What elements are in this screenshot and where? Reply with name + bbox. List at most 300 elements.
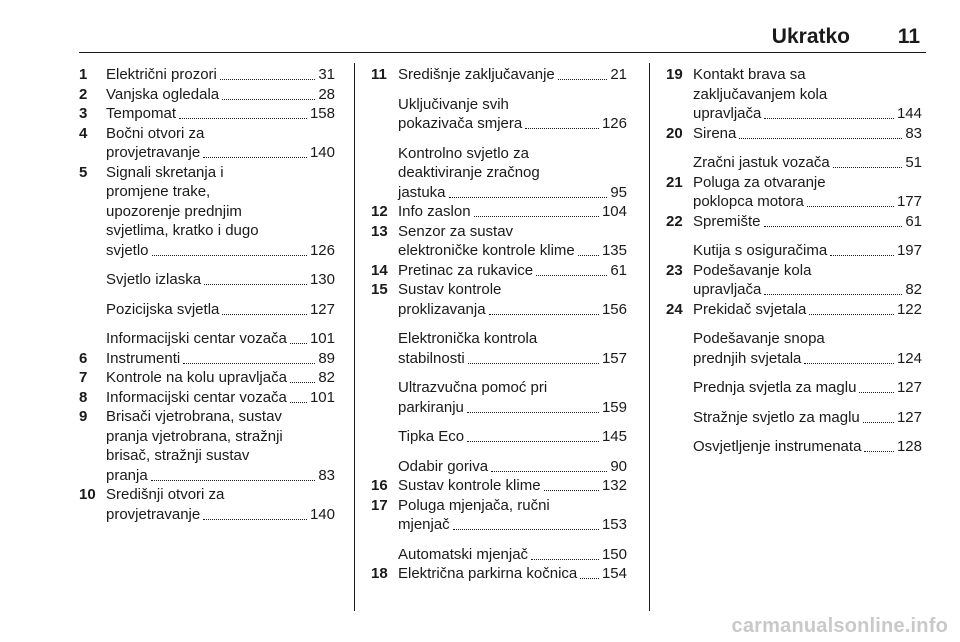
index-entry bbox=[79, 300, 335, 320]
entry-text bbox=[398, 222, 627, 261]
entry-page-number: 61 bbox=[905, 212, 922, 230]
entry-number bbox=[371, 144, 398, 203]
index-entry bbox=[79, 65, 335, 85]
entry-text bbox=[398, 564, 627, 584]
entry-label: pokazivača smjera bbox=[398, 115, 523, 132]
index-entry bbox=[371, 545, 627, 565]
entry-text bbox=[398, 202, 627, 222]
entry-number bbox=[371, 378, 398, 417]
entry-page-number: 127 bbox=[896, 379, 922, 396]
entry-text bbox=[693, 65, 922, 124]
dot-leader bbox=[864, 451, 894, 452]
entry-label: Sustav kontrole klime bbox=[398, 477, 541, 494]
entry-leader-line bbox=[106, 349, 335, 369]
entry-page-number: 127 bbox=[309, 300, 335, 318]
dot-leader bbox=[830, 255, 894, 256]
entry-leader-line bbox=[398, 564, 627, 584]
entry-number: 9 bbox=[79, 408, 88, 425]
entry-number bbox=[666, 241, 693, 261]
entry-text bbox=[693, 261, 922, 300]
entry-label: Pozicijska svjetla bbox=[106, 300, 220, 318]
entry-number: 2 bbox=[79, 85, 88, 103]
entry-page-number: 126 bbox=[601, 115, 627, 132]
entry-leader-line bbox=[398, 457, 627, 477]
entry-text bbox=[693, 241, 922, 261]
entry-label: Stražnje svjetlo za maglu bbox=[693, 408, 860, 426]
entry-page-number: 101 bbox=[309, 388, 335, 406]
entry-leader-line bbox=[398, 515, 627, 535]
entry-line: brisač, stražnji sustav bbox=[106, 447, 250, 464]
index-entry bbox=[371, 564, 627, 584]
entry-page-number: 140 bbox=[309, 144, 335, 161]
entry-line: deaktiviranje zračnog bbox=[398, 164, 540, 181]
index-entry bbox=[79, 329, 335, 349]
entry-number: 24 bbox=[666, 300, 683, 318]
entry-leader-line bbox=[693, 192, 922, 212]
entry-page-number: 122 bbox=[896, 300, 922, 318]
entry-leader-line bbox=[693, 349, 922, 369]
entry-page-number: 126 bbox=[309, 241, 335, 259]
entry-number: 11 bbox=[371, 66, 387, 83]
dot-leader bbox=[863, 422, 894, 423]
entry-text bbox=[106, 329, 335, 349]
entry-text bbox=[398, 261, 627, 281]
entry-page-number: 128 bbox=[896, 438, 922, 455]
entry-number: 19 bbox=[666, 66, 683, 83]
entry-page-number: 51 bbox=[905, 154, 922, 171]
entry-number bbox=[371, 95, 398, 134]
entry-leader-line bbox=[398, 300, 627, 320]
entry-line: svjetlima, kratko i dugo bbox=[106, 222, 259, 239]
entry-leader-line bbox=[106, 65, 335, 85]
entry-leader-line bbox=[693, 153, 922, 173]
entry-text bbox=[106, 388, 335, 408]
entry-text bbox=[398, 427, 627, 447]
entry-number: 23 bbox=[666, 261, 683, 279]
entry-leader-line bbox=[398, 241, 627, 261]
entry-label: Središnje zaključavanje bbox=[398, 66, 555, 83]
entry-text bbox=[398, 280, 627, 319]
index-entry bbox=[371, 222, 627, 261]
entry-page-number: 124 bbox=[896, 349, 922, 367]
entry-number bbox=[371, 545, 398, 565]
entry-label: Info zaslon bbox=[398, 203, 471, 220]
entry-text bbox=[106, 349, 335, 369]
entry-leader-line bbox=[693, 124, 922, 144]
dot-leader bbox=[536, 275, 607, 276]
entry-number bbox=[371, 457, 398, 477]
entry-leader-line bbox=[693, 378, 922, 398]
index-entry bbox=[371, 496, 627, 535]
entry-number: 20 bbox=[666, 124, 683, 142]
entry-label: Svjetlo izlaska bbox=[106, 271, 202, 288]
dot-leader bbox=[453, 529, 599, 530]
entry-page-number: 145 bbox=[601, 428, 627, 445]
entry-page-number: 31 bbox=[318, 66, 335, 83]
entry-label: Tempomat bbox=[106, 105, 177, 122]
page-title: Ukratko bbox=[771, 25, 850, 48]
entry-leader-line bbox=[106, 241, 335, 261]
entry-label: provjetravanje bbox=[106, 505, 201, 523]
dot-leader bbox=[474, 216, 599, 217]
entry-leader-line bbox=[398, 427, 627, 447]
index-entry bbox=[666, 408, 922, 428]
entry-text bbox=[693, 437, 922, 457]
entry-leader-line bbox=[693, 241, 922, 261]
entry-label: Informacijski centar vozača bbox=[106, 330, 287, 347]
entry-line: zaključavanjem kola bbox=[693, 85, 828, 103]
entry-text bbox=[106, 104, 335, 124]
entry-page-number: 132 bbox=[601, 477, 627, 494]
entry-label: jastuka bbox=[398, 183, 446, 201]
entry-page-number: 28 bbox=[318, 85, 335, 103]
dot-leader bbox=[764, 294, 902, 295]
index-entry bbox=[371, 202, 627, 222]
entry-label: Zračni jastuk vozača bbox=[693, 154, 830, 171]
entry-label: Automatski mjenjač bbox=[398, 545, 529, 563]
entry-number: 13 bbox=[371, 222, 388, 240]
entry-label: stabilnosti bbox=[398, 349, 465, 367]
entry-page-number: 90 bbox=[610, 457, 627, 475]
entry-label: Spremište bbox=[693, 212, 761, 230]
entry-label: Kontrole na kolu upravljača bbox=[106, 369, 287, 386]
entry-number bbox=[79, 300, 106, 320]
dot-leader bbox=[807, 206, 894, 207]
entry-number: 17 bbox=[371, 496, 388, 514]
entry-page-number: 157 bbox=[601, 349, 627, 367]
entry-label: Tipka Eco bbox=[398, 428, 465, 445]
entry-number: 1 bbox=[79, 66, 88, 83]
entry-line: pranja vjetrobrana, stražnji bbox=[106, 427, 283, 445]
index-entry bbox=[371, 261, 627, 281]
entry-text bbox=[106, 407, 335, 485]
entry-text bbox=[693, 212, 922, 232]
entry-number bbox=[666, 408, 693, 428]
entry-page-number: 153 bbox=[601, 516, 627, 533]
entry-label: elektroničke kontrole klime bbox=[398, 242, 575, 259]
entry-page-number: 135 bbox=[601, 242, 627, 259]
entry-number bbox=[666, 153, 693, 173]
entry-leader-line bbox=[398, 476, 627, 496]
entry-page-number: 82 bbox=[905, 281, 922, 298]
dot-leader bbox=[203, 157, 307, 158]
entry-line: promjene trake, bbox=[106, 183, 211, 200]
entry-leader-line bbox=[106, 505, 335, 525]
entry-line: Bočni otvori za bbox=[106, 124, 205, 142]
dot-leader bbox=[222, 99, 315, 100]
entry-text bbox=[398, 545, 627, 565]
entry-number: 7 bbox=[79, 369, 88, 386]
index-entry bbox=[666, 378, 922, 398]
entry-text bbox=[106, 124, 335, 163]
dot-leader bbox=[525, 128, 599, 129]
entry-number: 10 bbox=[79, 486, 96, 503]
entry-leader-line bbox=[693, 300, 922, 320]
entry-line: Brisači vjetrobrana, sustav bbox=[106, 408, 282, 425]
entry-text bbox=[693, 408, 922, 428]
header-rule bbox=[79, 52, 926, 53]
entry-page-number: 159 bbox=[601, 398, 627, 416]
entry-text bbox=[693, 329, 922, 368]
index-entry bbox=[79, 388, 335, 408]
dot-leader bbox=[578, 255, 599, 256]
index-column-1 bbox=[79, 65, 335, 524]
entry-label: Pretinac za rukavice bbox=[398, 261, 534, 279]
entry-leader-line bbox=[693, 212, 922, 232]
entry-number: 4 bbox=[79, 124, 88, 142]
index-entry bbox=[371, 95, 627, 134]
entry-number: 12 bbox=[371, 203, 388, 220]
index-column-3 bbox=[666, 65, 922, 457]
entry-leader-line bbox=[398, 261, 627, 281]
entry-line: Središnji otvori za bbox=[106, 486, 225, 503]
index-entry bbox=[371, 144, 627, 203]
entry-label: Kutija s osiguračima bbox=[693, 242, 828, 259]
entry-label: provjetravanje bbox=[106, 144, 201, 161]
entry-label: Informacijski centar vozača bbox=[106, 388, 287, 406]
index-column-2 bbox=[371, 65, 627, 584]
entry-number bbox=[666, 329, 693, 368]
entry-leader-line bbox=[106, 329, 335, 349]
index-entry bbox=[666, 212, 922, 232]
entry-label: Odabir goriva bbox=[398, 457, 489, 475]
dot-leader bbox=[558, 79, 608, 80]
entry-line: upozorenje prednjim bbox=[106, 202, 242, 220]
entry-label: prednjih svjetala bbox=[693, 349, 802, 367]
dot-leader bbox=[489, 314, 599, 315]
entry-line: Uključivanje svih bbox=[398, 95, 509, 113]
dot-leader bbox=[580, 578, 599, 579]
entry-label: parkiranju bbox=[398, 398, 464, 416]
entry-page-number: 61 bbox=[610, 261, 627, 279]
entry-leader-line bbox=[106, 104, 335, 124]
entry-number bbox=[666, 437, 693, 457]
entry-text bbox=[693, 378, 922, 398]
entry-page-number: 144 bbox=[896, 105, 922, 122]
entry-line: Signali skretanja i bbox=[106, 163, 224, 181]
index-entry bbox=[666, 65, 922, 124]
dot-leader bbox=[290, 382, 315, 383]
entry-leader-line bbox=[398, 545, 627, 565]
entry-number bbox=[79, 270, 106, 290]
entry-number bbox=[371, 427, 398, 447]
index-entry bbox=[79, 407, 335, 485]
index-entry bbox=[666, 329, 922, 368]
index-entry bbox=[666, 153, 922, 173]
entry-number: 5 bbox=[79, 163, 88, 181]
entry-number: 6 bbox=[79, 349, 88, 367]
index-entry bbox=[79, 124, 335, 163]
entry-leader-line bbox=[398, 349, 627, 369]
index-entry bbox=[666, 173, 922, 212]
entry-label: Sirena bbox=[693, 124, 737, 142]
entry-page-number: 95 bbox=[610, 183, 627, 201]
entry-label: proklizavanja bbox=[398, 300, 486, 318]
entry-line: Poluga mjenjača, ručni bbox=[398, 496, 550, 514]
dot-leader bbox=[220, 79, 315, 80]
dot-leader bbox=[152, 255, 307, 256]
entry-page-number: 156 bbox=[601, 300, 627, 318]
entry-line: Ultrazvučna pomoć pri bbox=[398, 379, 548, 396]
entry-number bbox=[666, 378, 693, 398]
dot-leader bbox=[203, 519, 307, 520]
entry-number bbox=[79, 329, 106, 349]
dot-leader bbox=[544, 490, 599, 491]
column-divider bbox=[649, 63, 650, 611]
dot-leader bbox=[491, 471, 607, 472]
entry-leader-line bbox=[693, 280, 922, 300]
watermark: carmanualsonline.info bbox=[731, 615, 948, 637]
entry-text bbox=[398, 65, 627, 85]
entry-number: 16 bbox=[371, 477, 388, 494]
entry-label: poklopca motora bbox=[693, 193, 804, 210]
entry-leader-line bbox=[398, 202, 627, 222]
index-entry bbox=[79, 485, 335, 524]
entry-text bbox=[693, 173, 922, 212]
entry-page-number: 89 bbox=[318, 349, 335, 367]
dot-leader bbox=[467, 441, 599, 442]
entry-number bbox=[371, 329, 398, 368]
page-header bbox=[0, 0, 960, 52]
page-number: 11 bbox=[897, 25, 920, 48]
entry-text bbox=[106, 485, 335, 524]
entry-leader-line bbox=[106, 466, 335, 486]
index-entry bbox=[371, 329, 627, 368]
entry-text bbox=[106, 65, 335, 85]
entry-page-number: 101 bbox=[309, 330, 335, 347]
entry-line: Kontakt brava sa bbox=[693, 66, 806, 83]
entry-text bbox=[398, 378, 627, 417]
entry-label: Prednja svjetla za maglu bbox=[693, 379, 857, 396]
entry-text bbox=[106, 300, 335, 320]
entry-label: pranja bbox=[106, 466, 148, 484]
entry-text bbox=[693, 300, 922, 320]
entry-leader-line bbox=[693, 408, 922, 428]
entry-number: 15 bbox=[371, 281, 388, 298]
dot-leader bbox=[183, 363, 315, 364]
entry-leader-line bbox=[398, 398, 627, 418]
entry-leader-line bbox=[106, 388, 335, 408]
dot-leader bbox=[449, 197, 608, 198]
entry-page-number: 83 bbox=[905, 124, 922, 142]
dot-leader bbox=[467, 412, 599, 413]
entry-number: 8 bbox=[79, 388, 88, 406]
dot-leader bbox=[290, 402, 307, 403]
entry-number: 21 bbox=[666, 173, 683, 191]
entry-leader-line bbox=[106, 300, 335, 320]
dot-leader bbox=[764, 118, 894, 119]
dot-leader bbox=[809, 314, 894, 315]
entry-page-number: 82 bbox=[318, 369, 335, 386]
entry-page-number: 140 bbox=[309, 505, 335, 523]
entry-line: Sustav kontrole bbox=[398, 281, 502, 298]
index-entry bbox=[666, 437, 922, 457]
entry-label: Osvjetljenje instrumenata bbox=[693, 438, 862, 455]
index-entry bbox=[371, 378, 627, 417]
entry-label: Električna parkirna kočnica bbox=[398, 565, 578, 582]
entry-text bbox=[398, 144, 627, 203]
entry-leader-line bbox=[106, 368, 335, 388]
dot-leader bbox=[859, 392, 894, 393]
dot-leader bbox=[290, 343, 307, 344]
entry-line: Poluga za otvaranje bbox=[693, 173, 826, 191]
entry-leader-line bbox=[106, 85, 335, 105]
index-entry bbox=[666, 241, 922, 261]
index-entry bbox=[79, 104, 335, 124]
entry-line: Podešavanje snopa bbox=[693, 330, 825, 347]
entry-label: svjetlo bbox=[106, 241, 149, 259]
entry-label: Vanjska ogledala bbox=[106, 85, 220, 103]
entry-number: 18 bbox=[371, 565, 388, 582]
entry-page-number: 104 bbox=[601, 203, 627, 220]
entry-line: Kontrolno svjetlo za bbox=[398, 144, 529, 162]
dot-leader bbox=[531, 559, 599, 560]
entry-text bbox=[106, 270, 335, 290]
entry-label: Električni prozori bbox=[106, 66, 217, 83]
entry-text bbox=[106, 368, 335, 388]
entry-line: Podešavanje kola bbox=[693, 261, 812, 279]
entry-text bbox=[398, 476, 627, 496]
entry-page-number: 154 bbox=[601, 565, 627, 582]
index-entry bbox=[371, 457, 627, 477]
dot-leader bbox=[804, 363, 894, 364]
entry-text bbox=[106, 163, 335, 261]
entry-label: upravljača bbox=[693, 105, 762, 122]
index-entry bbox=[371, 427, 627, 447]
entry-page-number: 150 bbox=[601, 545, 627, 563]
entry-page-number: 197 bbox=[896, 242, 922, 259]
entry-page-number: 83 bbox=[318, 466, 335, 484]
index-entry bbox=[666, 124, 922, 144]
entry-text bbox=[398, 329, 627, 368]
dot-leader bbox=[179, 118, 307, 119]
dot-leader bbox=[833, 167, 903, 168]
entry-line: Elektronička kontrola bbox=[398, 330, 538, 347]
dot-leader bbox=[204, 284, 307, 285]
index-entry bbox=[371, 65, 627, 85]
index-entry bbox=[371, 280, 627, 319]
entry-leader-line bbox=[398, 114, 627, 134]
entry-leader-line bbox=[398, 183, 627, 203]
dot-leader bbox=[468, 363, 599, 364]
entry-text bbox=[398, 457, 627, 477]
entry-label: Prekidač svjetala bbox=[693, 300, 807, 318]
entry-text bbox=[398, 496, 627, 535]
dot-leader bbox=[151, 480, 316, 481]
entry-number: 3 bbox=[79, 105, 88, 122]
entry-page-number: 21 bbox=[610, 66, 627, 83]
entry-text bbox=[398, 95, 627, 134]
entry-text bbox=[106, 85, 335, 105]
entry-leader-line bbox=[693, 104, 922, 124]
entry-page-number: 177 bbox=[896, 193, 922, 210]
entry-number: 14 bbox=[371, 261, 388, 279]
entry-page-number: 158 bbox=[309, 105, 335, 122]
entry-line: Senzor za sustav bbox=[398, 222, 514, 240]
dot-leader bbox=[764, 226, 903, 227]
entry-label: mjenjač bbox=[398, 516, 450, 533]
dot-leader bbox=[739, 138, 902, 139]
entry-leader-line bbox=[106, 143, 335, 163]
entry-leader-line bbox=[398, 65, 627, 85]
index-entry bbox=[79, 270, 335, 290]
index-entry bbox=[79, 368, 335, 388]
entry-text bbox=[693, 124, 922, 144]
dot-leader bbox=[222, 314, 307, 315]
entry-page-number: 127 bbox=[896, 408, 922, 426]
entry-label: Instrumenti bbox=[106, 349, 181, 367]
entry-leader-line bbox=[106, 270, 335, 290]
